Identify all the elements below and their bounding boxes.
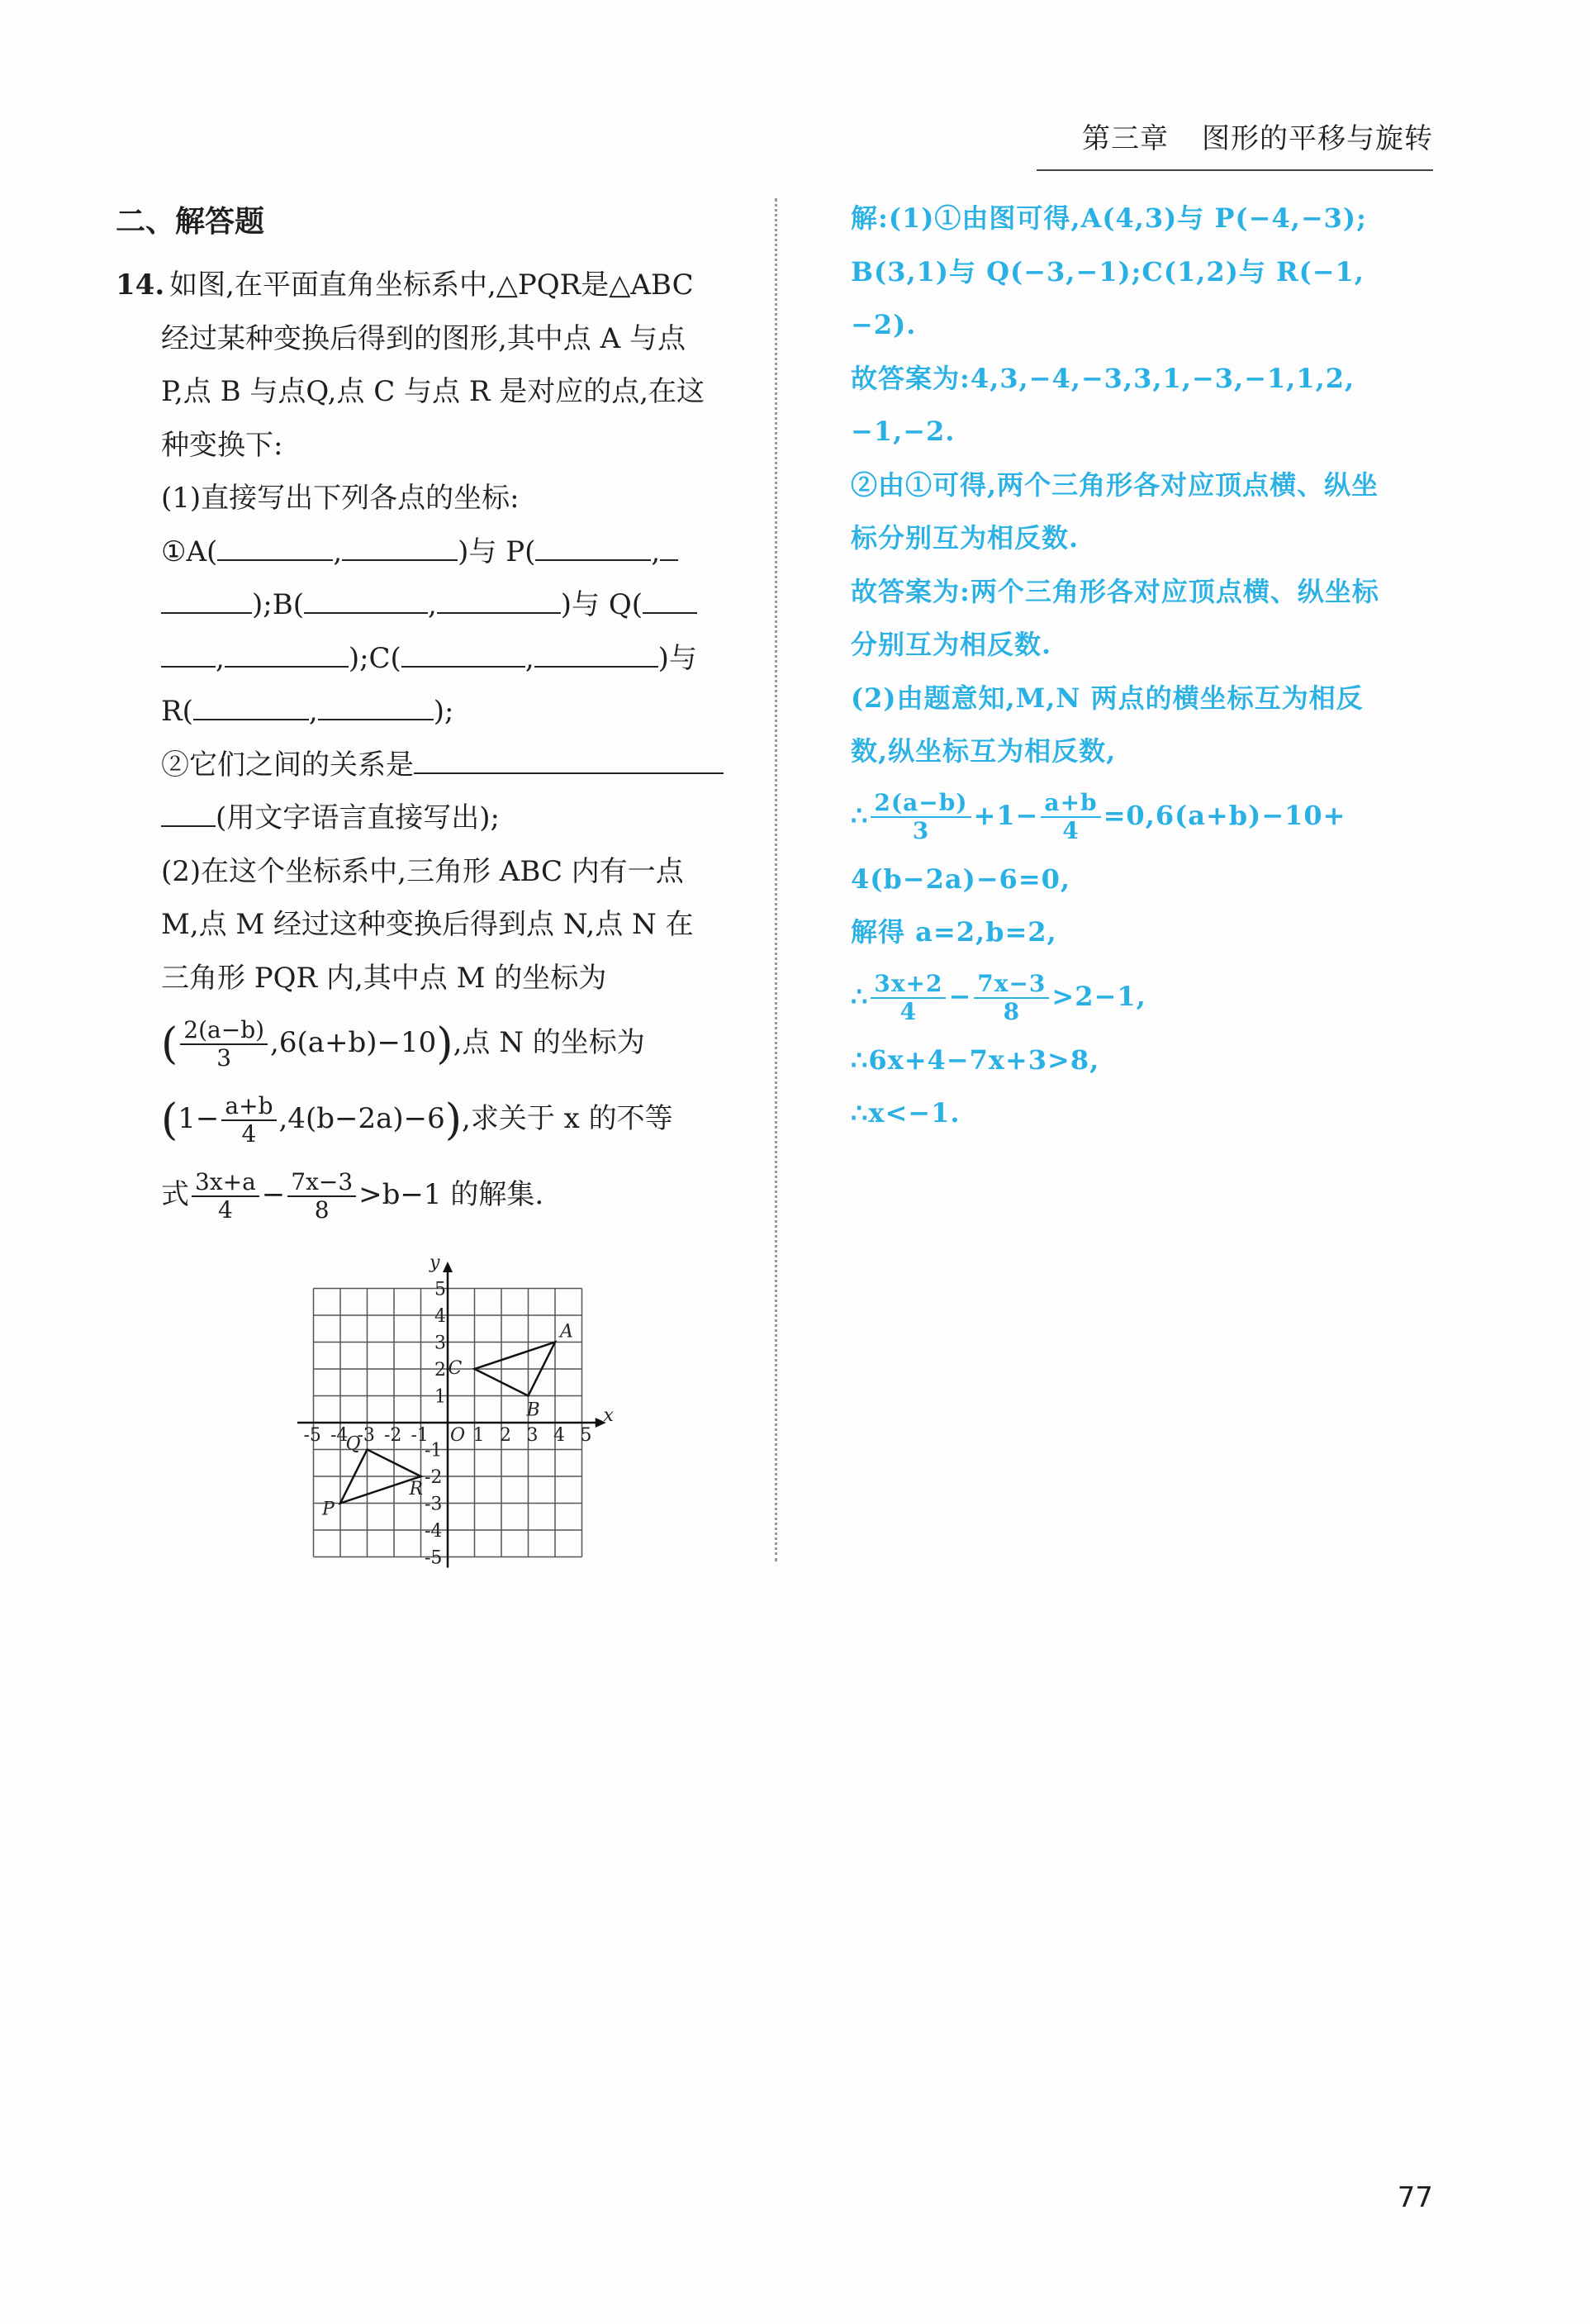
- x-tick-label: 3: [526, 1425, 539, 1446]
- answer-blank[interactable]: [401, 643, 525, 668]
- text: >b−1 的解集.: [358, 1178, 544, 1211]
- text: =0,6(a+b)−10+: [1103, 799, 1346, 831]
- x-tick-label: -1: [411, 1425, 429, 1446]
- answer-line: 故答案为:两个三角形各对应顶点横、纵坐标: [851, 575, 1379, 607]
- text: ,: [651, 535, 661, 568]
- answer-line: B(3,1)与 Q(−3,−1);C(1,2)与 R(−1,: [851, 255, 1365, 288]
- question-line: [116, 632, 752, 686]
- answer-line: ∴x<−1.: [851, 1097, 961, 1129]
- text: )与: [657, 641, 697, 675]
- answer-line: 解:(1)①由图可得,A(4,3)与 P(−4,−3);: [851, 202, 1367, 234]
- x-axis-label: x: [603, 1405, 614, 1426]
- question-line: 经过某种变换后得到的图形,其中点 A 与点: [161, 321, 686, 355]
- question-column: [116, 198, 752, 1233]
- fraction: [871, 790, 971, 844]
- answer-blank[interactable]: [161, 643, 216, 668]
- question-line: M,点 M 经过这种变换后得到点 N,点 N 在: [161, 908, 694, 941]
- text: −: [948, 980, 972, 1012]
- answer-blank[interactable]: [414, 749, 724, 774]
- text: ,: [333, 535, 343, 568]
- answer-line: ②由①可得,两个三角形各对应顶点横、纵坐: [851, 468, 1379, 501]
- numerator: a+b: [221, 1093, 276, 1121]
- fraction: [221, 1093, 276, 1148]
- page-header: [1082, 116, 1433, 156]
- origin-label: O: [450, 1425, 466, 1446]
- denominator: 3: [216, 1044, 232, 1072]
- point-label-p: P: [322, 1499, 335, 1520]
- text: 1−: [178, 1102, 220, 1135]
- question-line: [116, 1157, 752, 1233]
- text: )与 Q(: [560, 588, 643, 621]
- answer-line: ∴6x+4−7x+3>8,: [851, 1043, 1100, 1076]
- text: );C(: [348, 641, 401, 675]
- point-label-a: A: [560, 1321, 573, 1343]
- text: R(: [161, 695, 193, 728]
- answer-line: 4(b−2a)−6=0,: [851, 863, 1071, 895]
- text: ,4(b−2a)−6: [278, 1102, 445, 1135]
- question-line: [116, 525, 752, 579]
- question-line: [116, 1081, 752, 1157]
- numerator: 2(a−b): [180, 1017, 268, 1045]
- y-tick-label: 5: [434, 1279, 446, 1300]
- text: );: [433, 695, 454, 728]
- section-title: 二、解答题: [116, 205, 265, 239]
- text: ,: [427, 588, 437, 621]
- fraction: [180, 1017, 268, 1072]
- text: 式: [161, 1178, 189, 1211]
- point-label-r: R: [409, 1479, 424, 1499]
- question-line: [116, 685, 752, 739]
- answer-blank[interactable]: [342, 536, 458, 561]
- text: ②它们之间的关系是: [161, 748, 414, 782]
- fraction: [192, 1169, 259, 1224]
- point-label-c: C: [448, 1358, 463, 1379]
- x-tick-label: 2: [500, 1425, 511, 1446]
- text: ∴: [851, 799, 869, 831]
- y-tick-label: -3: [425, 1494, 443, 1515]
- answer-line: −1,−2.: [851, 416, 956, 447]
- chapter-title: 图形的平移与旋转: [1202, 122, 1433, 155]
- answer-column: [851, 192, 1445, 1140]
- question-line: [116, 259, 752, 312]
- answer-blank[interactable]: [161, 589, 252, 614]
- paren: ): [444, 1095, 463, 1145]
- text: >2−1,: [1051, 980, 1146, 1012]
- denominator: 4: [217, 1196, 233, 1224]
- question-line: [116, 791, 752, 845]
- x-tick-label: -4: [330, 1425, 349, 1446]
- answer-line: 标分别互为相反数.: [851, 522, 1080, 554]
- question-line: 种变换下:: [161, 428, 283, 462]
- question-line: [116, 1005, 752, 1081]
- answer-blank[interactable]: [193, 696, 309, 720]
- answer-blank[interactable]: [660, 536, 678, 561]
- page-number: 77: [1397, 2181, 1433, 2214]
- y-tick-label: 4: [434, 1306, 446, 1327]
- fraction: [1041, 790, 1100, 844]
- answer-blank[interactable]: [225, 643, 349, 668]
- x-tick-label: -2: [384, 1425, 402, 1446]
- answer-line: −2).: [851, 309, 917, 340]
- numerator: 3x+a: [192, 1169, 259, 1197]
- question-line: (1)直接写出下列各点的坐标:: [161, 482, 520, 515]
- text: ,: [216, 641, 225, 675]
- axes: [297, 1252, 615, 1567]
- answer-line: [851, 778, 1445, 853]
- y-tick-label: 3: [434, 1333, 446, 1354]
- answer-blank[interactable]: [643, 589, 697, 614]
- answer-blank[interactable]: [304, 589, 428, 614]
- y-tick-label: -4: [425, 1521, 443, 1542]
- text: ,: [524, 641, 534, 675]
- text: );B(: [252, 588, 304, 621]
- answer-blank[interactable]: [437, 589, 561, 614]
- point-label-q: Q: [345, 1433, 361, 1455]
- point-label-b: B: [526, 1400, 540, 1421]
- x-tick-label: -3: [357, 1425, 375, 1446]
- paren: ): [436, 1019, 453, 1069]
- numerator: 7x−3: [974, 971, 1049, 999]
- question-line: P,点 B 与点Q,点 C 与点 R 是对应的点,在这: [161, 375, 705, 408]
- y-tick-label: 2: [434, 1360, 446, 1381]
- header-rule: [1037, 169, 1433, 171]
- question-number: 14.: [116, 269, 165, 302]
- x-tick-label: 5: [580, 1425, 592, 1446]
- denominator: 4: [241, 1120, 257, 1148]
- question-text: 如图,在平面直角坐标系中,△PQR是△ABC: [169, 269, 694, 302]
- answer-line: (2)由题意知,M,N 两点的横坐标互为相反: [851, 682, 1364, 714]
- text: +1−: [973, 799, 1039, 831]
- paren: (: [161, 1095, 178, 1145]
- text: )与 P(: [458, 535, 536, 568]
- answer-blank[interactable]: [318, 696, 434, 720]
- text: ∴: [851, 980, 869, 1012]
- denominator: 8: [1003, 998, 1021, 1025]
- question-line: (2)在这个坐标系中,三角形 ABC 内有一点: [161, 854, 684, 888]
- numerator: 2(a−b): [871, 790, 971, 818]
- fraction: [287, 1169, 356, 1224]
- text: ①A(: [161, 535, 218, 568]
- answer-blank[interactable]: [161, 802, 216, 827]
- answer-line: 解得 a=2,b=2,: [851, 916, 1057, 948]
- fraction: [974, 971, 1049, 1025]
- coordinate-graph: [297, 1248, 628, 1578]
- numerator: 7x−3: [287, 1169, 356, 1197]
- answer-blank[interactable]: [534, 643, 658, 668]
- denominator: 4: [1062, 817, 1080, 844]
- x-tick-label: -5: [303, 1425, 321, 1446]
- fraction: [871, 971, 946, 1025]
- answer-line: 分别互为相反数.: [851, 629, 1052, 660]
- numerator: a+b: [1041, 790, 1100, 818]
- text: ,求关于 x 的不等: [462, 1102, 673, 1135]
- x-tick-label: 4: [553, 1425, 565, 1446]
- denominator: 3: [912, 817, 930, 844]
- question-line: 三角形 PQR 内,其中点 M 的坐标为: [161, 961, 607, 995]
- denominator: 8: [314, 1196, 330, 1224]
- answer-blank[interactable]: [535, 536, 651, 561]
- text: (用文字语言直接写出);: [216, 801, 500, 834]
- y-tick-label: -5: [425, 1547, 443, 1569]
- text: ,点 N 的坐标为: [453, 1026, 645, 1059]
- chapter-label: 第三章: [1082, 122, 1169, 155]
- answer-line: [851, 959, 1445, 1034]
- y-tick-label: -1: [425, 1440, 443, 1461]
- question-line: [116, 578, 752, 632]
- denominator: 4: [899, 998, 918, 1025]
- paren: (: [161, 1019, 178, 1069]
- numerator: 3x+2: [871, 971, 946, 999]
- answer-line: 数,纵坐标互为相反数,: [851, 735, 1117, 767]
- answer-line: 故答案为:4,3,−4,−3,3,1,−3,−1,1,2,: [851, 362, 1355, 394]
- y-axis-arrow: [443, 1262, 453, 1272]
- text: −: [261, 1178, 286, 1211]
- answer-blank[interactable]: [217, 536, 333, 561]
- question-line: [116, 739, 752, 792]
- y-tick-label: -2: [425, 1467, 443, 1488]
- column-divider: [775, 198, 777, 1561]
- y-tick-label: 1: [434, 1386, 446, 1408]
- text: ,: [308, 695, 318, 728]
- y-axis-label: y: [430, 1252, 440, 1274]
- x-tick-label: 1: [472, 1425, 485, 1446]
- text: ,6(a+b)−10: [270, 1026, 437, 1059]
